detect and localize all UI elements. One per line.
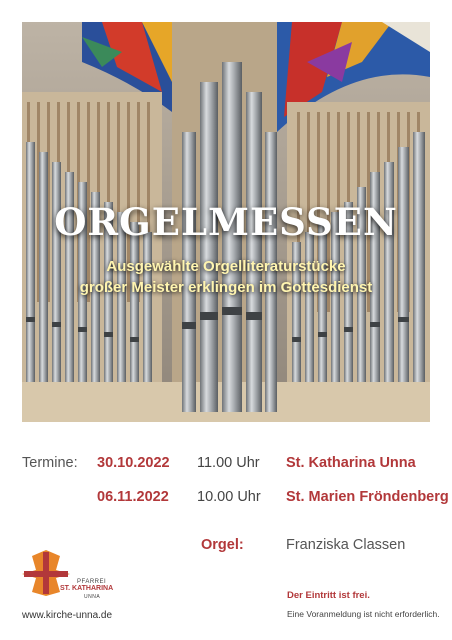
organist-name: Franziska Classen bbox=[286, 537, 406, 553]
schedule-date-2: 06.11.2022 bbox=[97, 489, 169, 505]
schedule-time-2: 10.00 Uhr bbox=[197, 489, 261, 505]
organist-label: Orgel: bbox=[201, 537, 244, 553]
website-link[interactable]: www.kirche-unna.de bbox=[22, 610, 113, 621]
headline: ORGELMESSEN bbox=[54, 200, 398, 244]
schedule-place-1: St. Katharina Unna bbox=[286, 455, 416, 471]
logo-cross-horizontal bbox=[24, 571, 68, 577]
logo-text-parish-name: ST. KATHARINA bbox=[60, 585, 114, 592]
subtitle-line-2: großer Meister erklingen im Gottesdienst bbox=[79, 279, 373, 296]
subtitle-line-1: Ausgewählte Orgelliteraturstücke bbox=[106, 258, 346, 275]
organ-photo bbox=[22, 22, 430, 422]
admission-note: Der Eintritt ist frei. bbox=[287, 590, 370, 601]
schedule-time-1: 11.00 Uhr bbox=[197, 455, 260, 471]
schedule-place-2: St. Marien Fröndenberg bbox=[286, 489, 449, 505]
schedule-label: Termine: bbox=[22, 455, 78, 471]
registration-note: Eine Voranmeldung ist nicht erforderlich. bbox=[287, 609, 440, 619]
logo-text-town: UNNA bbox=[84, 594, 101, 600]
logo-text-pfarrei: PFARREI bbox=[77, 579, 107, 585]
schedule-date-1: 30.10.2022 bbox=[97, 455, 170, 471]
